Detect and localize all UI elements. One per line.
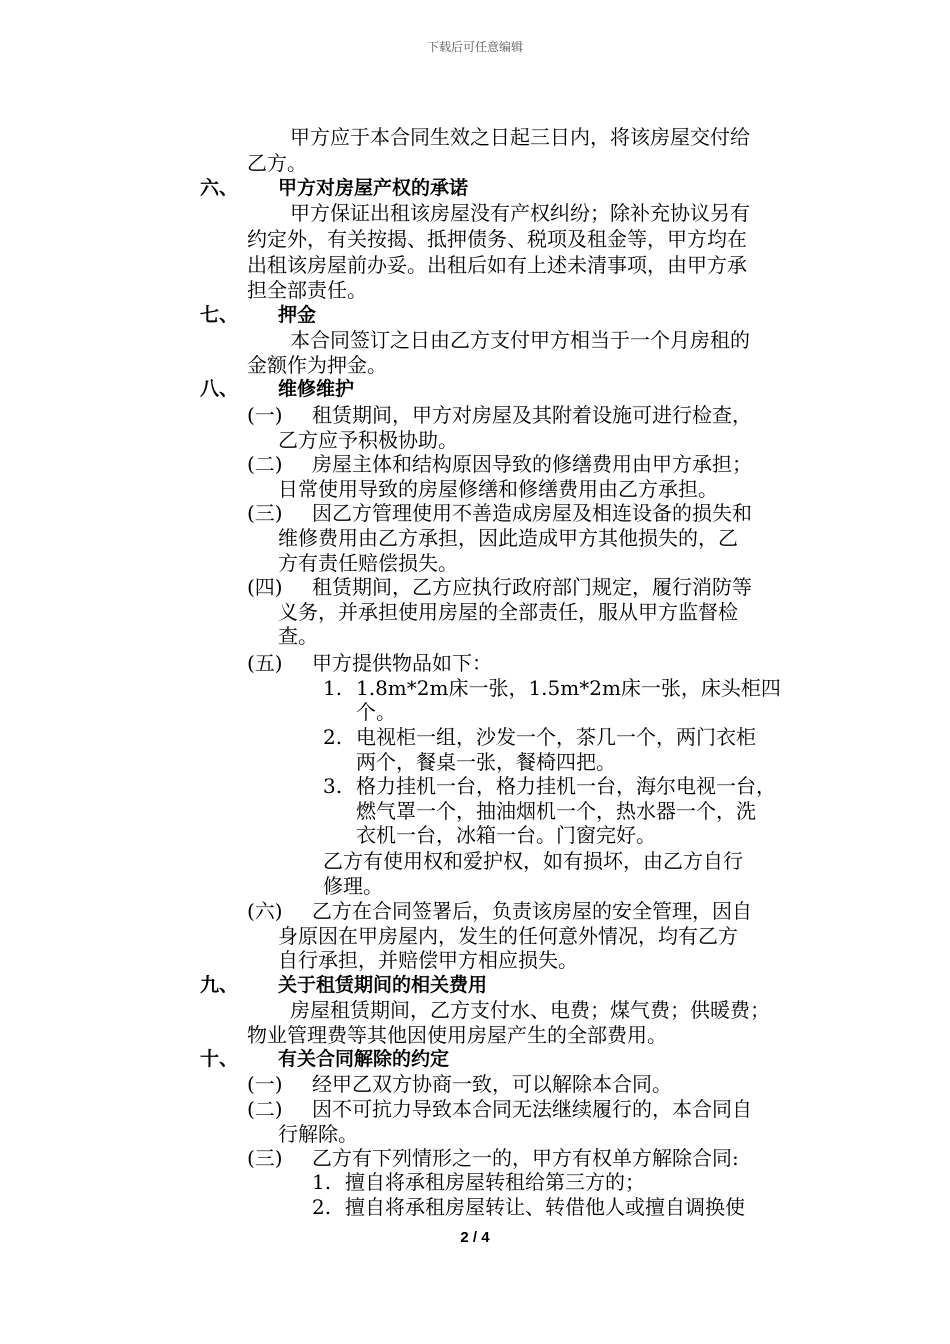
section-heading: 维修维护 [278,378,355,400]
paragraph-line: 约定外，有关按揭、抵押债务、税项及租金等，甲方均在 [247,227,747,251]
paragraph-line: 乙方应予积极协助。 [278,428,458,452]
clause-number: (一) [247,1072,283,1096]
list-number: 2. [323,725,343,749]
list-number: 3. [323,774,343,798]
list-item: 格力挂机一台，格力挂机一台，海尔电视一台， [356,774,776,798]
page-number: 2 / 4 [460,1229,490,1246]
clause-number: (二) [247,452,283,476]
paragraph-line: 因乙方管理使用不善造成房屋及相连设备的损失和 [312,501,752,525]
paragraph-line: 甲方提供物品如下： [312,651,492,675]
list-number: 1. [312,1170,332,1194]
paragraph-line: 租赁期间，乙方应执行政府部门规定，履行消防等 [312,575,752,599]
paragraph-line: 日常使用导致的房屋修缮和修缮费用由乙方承担。 [278,477,718,501]
list-number: 2. [312,1195,332,1219]
paragraph-line: 房屋租赁期间，乙方支付水、电费；煤气费；供暖费； [290,998,770,1022]
clause-number: (三) [247,1146,283,1170]
paragraph-line: 金额作为押金。 [247,353,387,377]
paragraph-line: 乙方。 [247,151,307,175]
clause-number: (一) [247,403,283,427]
paragraph-line: 修理。 [323,874,383,898]
list-item: 擅自将承租房屋转租给第三方的； [345,1170,645,1194]
paragraph-line: 租赁期间，甲方对房屋及其附着设施可进行检查， [312,403,752,427]
section-number: 八、 [200,378,239,400]
paragraph-line: 乙方有使用权和爱护权，如有损坏，由乙方自行 [323,849,743,873]
paragraph-line: 义务，并承担使用房屋的全部责任，服从甲方监督检 [278,600,738,624]
paragraph-line: 方有责任赔偿损失。 [278,551,458,575]
paragraph-line: 甲方保证出租该房屋没有产权纠纷；除补充协议另有 [290,201,750,225]
list-item: 两个，餐桌一张，餐椅四把。 [356,750,616,774]
paragraph-line: 乙方在合同签署后，负责该房屋的安全管理，因自 [312,899,752,923]
paragraph-line: 甲方应于本合同生效之日起三日内，将该房屋交付给 [290,125,750,149]
list-item: 个。 [356,700,396,724]
section-number: 九、 [200,974,239,996]
section-number: 七、 [200,304,239,326]
list-item: 1.8m*2m床一张，1.5m*2m床一张，床头柜四 [356,676,781,700]
list-item: 燃气罩一个，抽油烟机一个，热水器一个，洗 [356,799,756,823]
section-heading: 押金 [278,304,317,326]
paragraph-line: 房屋主体和结构原因导致的修缮费用由甲方承担； [312,452,752,476]
page-header: 下载后可任意编辑 [426,40,523,54]
paragraph-line: 担全部责任。 [247,278,367,302]
section-number: 六、 [200,177,239,199]
paragraph-line: 查。 [278,624,318,648]
paragraph-line: 经甲乙双方协商一致，可以解除本合同。 [312,1072,672,1096]
section-number: 十、 [200,1048,239,1070]
paragraph-line: 出租该房屋前办妥。出租后如有上述未清事项，由甲方承 [247,253,747,277]
section-heading: 甲方对房屋产权的承诺 [278,177,469,199]
section-heading: 有关合同解除的约定 [278,1048,450,1070]
paragraph-line: 物业管理费等其他因使用房屋产生的全部费用。 [247,1023,667,1047]
list-item: 电视柜一组，沙发一个，茶几一个，两门衣柜 [356,725,756,749]
paragraph-line: 自行承担，并赔偿甲方相应损失。 [278,948,578,972]
section-heading: 关于租赁期间的相关费用 [278,974,488,996]
list-item: 擅自将承租房屋转让、转借他人或擅自调换使 [345,1195,745,1219]
paragraph-line: 因不可抗力导致本合同无法继续履行的，本合同自 [312,1097,752,1121]
list-item: 衣机一台，冰箱一台。门窗完好。 [356,823,656,847]
clause-number: (四) [247,575,283,599]
clause-number: (二) [247,1097,283,1121]
list-number: 1. [323,676,343,700]
clause-number: (六) [247,899,283,923]
paragraph-line: 乙方有下列情形之一的，甲方有权单方解除合同: [312,1146,739,1170]
clause-number: (三) [247,501,283,525]
paragraph-line: 身原因在甲房屋内，发生的任何意外情况，均有乙方 [278,924,738,948]
clause-number: (五) [247,651,283,675]
paragraph-line: 维修费用由乙方承担，因此造成甲方其他损失的，乙 [278,526,738,550]
paragraph-line: 行解除。 [278,1122,358,1146]
paragraph-line: 本合同签订之日由乙方支付甲方相当于一个月房租的 [290,328,750,352]
